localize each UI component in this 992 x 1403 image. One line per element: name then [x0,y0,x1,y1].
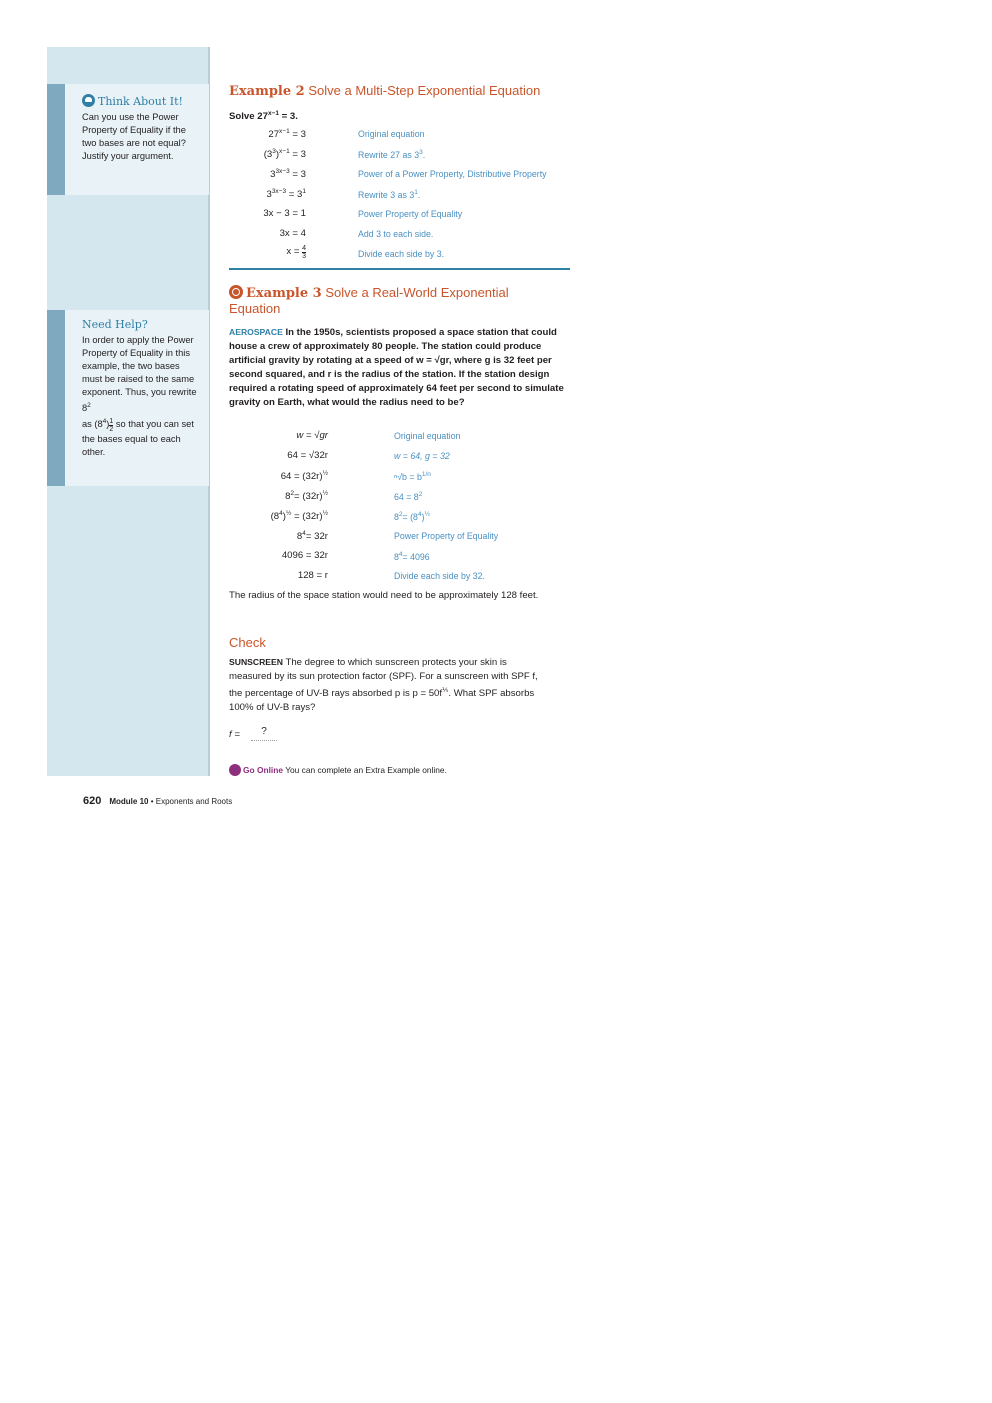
ex3-step-6-reason: Power Property of Equality [394,531,499,541]
ex3-step-1-reason: Original equation [394,431,461,441]
example-3-problem: AEROSPACE In the 1950s, scientists proposed a space station that could house a crew of approximately 80 people. The station could produce artificial gravity by rotating at a speed of w = √gr, where g is 32 feet per second squared, and r is the radius of the station. If the station design required a rotating speed of approximately 64 feet per second to simulate gravity on Earth, what would the radius need to be? [229,327,564,408]
globe-icon [229,285,243,299]
ex2-step-7-left: x = $\frac{4}{3}$ [286,245,306,260]
ex2-step-4-reason: Rewrite 3 as $3^1$. [358,189,421,200]
ex2-step-6-left: 3x = 4 [279,228,306,239]
ex2-step-2-reason: Rewrite 27 as $3^3$. [358,149,426,160]
answer-label: f = [229,729,240,740]
ex3-step-8-reason: Divide each side by 32. [394,571,485,581]
lightbulb-icon [82,94,95,107]
check-problem: SUNSCREEN The degree to which sunscreen protects your skin is measured by its sun protection factor (SPF). For a sunscreen with SPF f, the percentage of UV-B rays absorbed p is $p = 50f^{\frac{1}{5}}$. What SPF absorbs 100% of UV-B rays? [229,657,538,714]
ex2-step-2-left: $(3^3)^{x-1} = 3$ [263,148,306,161]
think-title: Think About It! [82,94,183,108]
ex2-step-6-reason: Add 3 to each side. [358,229,434,239]
think-body: Can you use the Power Property of Equality if the two bases are not equal? Justify your argument. [82,112,186,161]
page-number: 620 [83,795,102,807]
ex2-step-5-left: 3x − 3 = 1 [263,208,306,219]
ex2-step-7-reason: Divide each side by 3. [358,249,445,259]
ex3-step-3-left: $64 = (32r)^{\frac{1}{2}}$ [280,470,328,483]
example-3-title: Example 3 Solve a Real-World Exponential [229,285,509,301]
ex2-step-5-reason: Power Property of Equality [358,209,463,219]
ex3-step-8-left: 128 = r [297,570,328,581]
go-online-link[interactable]: Go Online [243,765,284,775]
cursor-icon [229,764,241,776]
go-online-note: Go Online You can complete an Extra Example online. [229,764,447,776]
ex3-step-7-reason: $8^4= 4096$ [394,551,430,562]
ex3-step-5-reason: $8^2= (8^4)^{\frac{1}{2}}$ [394,511,430,522]
example-2-title: Example 2 Solve a Multi-Step Exponential Equation [229,83,541,99]
ex3-step-4-reason: $64 = 8^2$ [394,491,423,502]
help-title: Need Help? [82,318,148,331]
section-divider [229,268,570,270]
ex3-step-1-left: w = √gr [296,430,328,441]
example-3-title-line2: Equation [229,301,281,316]
ex3-step-7-left: 4096 = 32r [281,550,328,561]
example-2-prompt: Solve $27^{x-1} = 3$. [229,110,298,123]
ex2-step-4-left: $3^{3x-3} = 3^1$ [266,188,306,201]
ex3-step-5-left: $(8^4)^{\frac{1}{2}} = (32r)^{\frac{1}{2}}$ [270,510,328,523]
help-body: In order to apply the Power Property of Equality in this example, the two bases must be raised to the same exponent. Thus, you rewrite $8^2$ as $(8^4)$ $\frac{1}{2}$ so that you can set the bases equal to each other. [82,335,197,458]
note-bar [47,84,65,195]
ex2-step-3-reason: Power of a Power Property, Distributive Property [358,169,547,179]
ex2-step-3-left: $3^{3x-3} = 3$ [270,168,306,181]
fraction: $\frac{1}{2}$ [109,418,114,434]
fraction: $\frac{4}{3}$ [302,245,306,260]
page-footer: 620 Module 10 • Exponents and Roots [83,795,233,807]
ex3-step-2-reason: w = 64, g = 32 [394,451,450,461]
ex3-step-6-left: $8^4= 32r$ [296,530,328,543]
ex2-step-1-reason: Original equation [358,129,425,139]
ex2-step-1-left: $27^{x-1} = 3$ [268,128,306,141]
note-bar [47,310,65,486]
ex3-step-2-left: 64 = √32r [287,450,328,461]
ex3-step-3-reason: $^n√b = b^{1/n}$ [394,471,431,482]
example-3-conclusion: The radius of the space station would need to be approximately 128 feet. [229,590,539,601]
ex3-step-4-left: $8^2= (32r)^{\frac{1}{2}}$ [285,490,328,503]
check-title: Check [229,635,266,650]
answer-input[interactable]: ? [251,726,277,741]
